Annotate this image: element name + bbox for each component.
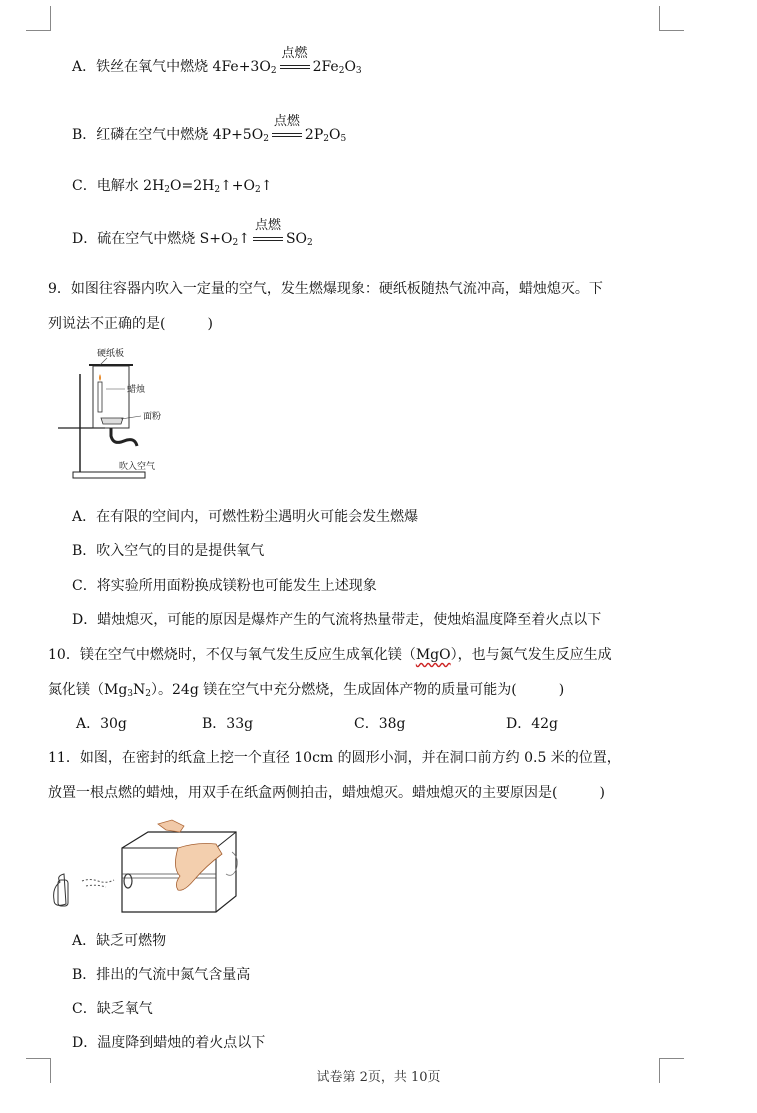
q9-option-b: B．吹入空气的目的是提供氧气 [72,543,265,559]
crop-mark-top-right [659,6,684,31]
figure-label-flour: 面粉 [143,412,162,422]
q11-option-a: A．缺乏可燃物 [72,933,167,949]
reaction-condition: 点燃 [280,57,310,77]
figure-label-candle: 蜡烛 [127,385,146,395]
q11-stem-line2: 放置一根点燃的蜡烛，用双手在纸盒两侧拍击，蜡烛熄灭。蜡烛熄灭的主要原因是( ) [48,785,605,801]
q11-option-c: C．缺乏氧气 [72,1001,153,1017]
q9-apparatus-figure [55,344,175,484]
reaction-condition: 点燃 [272,125,302,145]
q9-stem-line1: 9．如图往容器内吹入一定量的空气，发生燃爆现象：硬纸板随热气流冲高，蜡烛熄灭。下 [48,281,603,297]
q8-option-b: B．红磷在空气中燃烧 $4P+5O_2$ 点燃 $2P_2O_5$ [72,114,347,144]
q8-option-a: A．铁丝在氧气中燃烧 $4Fe+3O_2$ 点燃 $2Fe_2O_3$ [72,46,362,76]
q10-stem-line1: 10．镁在空气中燃烧时，不仅与氧气发生反应生成氧化镁（MgO），也与氮气发生反应生成 [48,647,612,663]
q11-stem-line1: 11．如图，在密封的纸盒上挖一个直径 10cm 的圆形小洞，并在洞口前方约 0.5 米的位置， [48,750,621,766]
q10-option-a: A．30g [76,716,127,732]
q9-option-a: A．在有限的空间内，可燃性粉尘遇明火可能会发生燃爆 [72,509,419,525]
q11-option-b: B．排出的气流中氮气含量高 [72,967,251,983]
page-footer: 试卷第 2页，共 10页 [316,1070,441,1085]
q11-box-figure [46,818,246,918]
figure-label-board: 硬纸板 [97,349,125,359]
q9-stem-line2: 列说法不正确的是( ) [48,316,213,332]
q9-option-c: C．将实验所用面粉换成镁粉也可能发生上述现象 [72,578,377,594]
q10-option-d: D．42g [506,716,559,732]
figure-label-air: 吹入空气 [119,462,156,472]
q8-option-c: C．电解水 $2H_2O=2H_2↑+O_2↑$ [72,178,273,195]
q10-stem-line2: 氮化镁$(Mg_3N_2)$。24g 镁在空气中充分燃烧，生成固体产物的质量可能为( ) [48,682,565,699]
q10-option-c: C．38g [354,716,406,732]
reaction-condition: 点燃 [253,229,283,249]
q10-option-b: B．33g [202,716,254,732]
q8-option-d: D．硫在空气中燃烧 $S+O_2↑$ 点燃 $SO_2$ [72,218,313,248]
q11-option-d: D．温度降到蜡烛的着火点以下 [72,1035,266,1051]
q9-option-d: D．蜡烛熄灭，可能的原因是爆炸产生的气流将热量带走，使烛焰温度降至着火点以下 [72,612,602,628]
crop-mark-top-left [26,6,51,31]
